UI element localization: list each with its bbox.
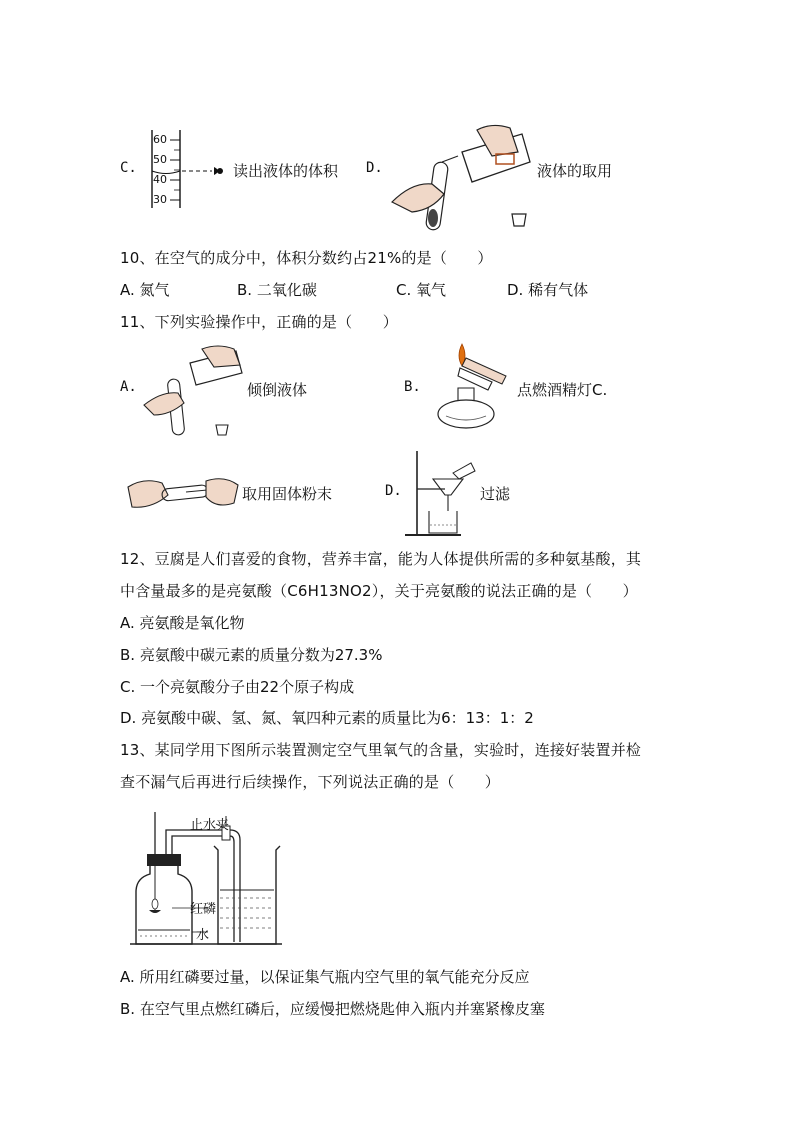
- q11-option-d-letter: D.: [385, 483, 402, 499]
- cylinder-tick-60: 60: [153, 133, 167, 146]
- q9-option-d-letter: D.: [366, 160, 383, 176]
- q11-stem: 11、下列实验操作中，正确的是（ ）: [120, 313, 398, 331]
- q12-stem-line-2: 中含量最多的是亮氨酸（C6H13NO2），关于亮氨酸的说法正确的是（ ）: [120, 582, 638, 600]
- q10-option-c: C. 氧气: [396, 281, 447, 299]
- taking-solid-powder-illustration: [126, 473, 240, 519]
- filtration-setup-illustration: [405, 449, 477, 539]
- q13-stem-line-2: 查不漏气后再进行后续操作，下列说法正确的是（ ）: [120, 773, 501, 791]
- cylinder-scale: [153, 130, 167, 210]
- q11-option-a-letter: A.: [120, 379, 137, 395]
- q11-option-b-text: 点燃酒精灯C.: [517, 381, 608, 399]
- q13-stem-line-1: 13、某同学用下图所示装置测定空气里氧气的含量，实验时，连接好装置并检: [120, 741, 642, 759]
- q9-option-d-text: 液体的取用: [537, 162, 613, 180]
- q10-option-a: A. 氮气: [120, 281, 170, 299]
- pouring-into-test-tube-illustration: [144, 345, 244, 440]
- label-water-clamp: 止水夹: [190, 818, 230, 833]
- q11-option-a-text: 倾倒液体: [247, 381, 308, 399]
- q11-option-c-text: 取用固体粉末: [242, 485, 333, 503]
- q13-option-b: B. 在空气里点燃红磷后，应缓慢把燃烧匙伸入瓶内并塞紧橡皮塞: [120, 1000, 545, 1018]
- q13-option-a: A. 所用红磷要过量，以保证集气瓶内空气里的氧气能充分反应: [120, 968, 530, 986]
- lighting-alcohol-lamp-illustration: [432, 342, 516, 434]
- q12-stem-line-1: 12、豆腐是人们喜爱的食物，营养丰富，能为人体提供所需的多种氨基酸，其: [120, 550, 642, 568]
- q12-option-b: B. 亮氨酸中碳元素的质量分数为27.3%: [120, 646, 383, 664]
- q10-option-d: D. 稀有气体: [507, 281, 589, 299]
- cylinder-tick-40: 40: [153, 173, 167, 186]
- cylinder-tick-50: 50: [153, 153, 167, 166]
- cylinder-tick-30: 30: [153, 193, 167, 206]
- q12-option-d: D. 亮氨酸中碳、氢、氮、氧四种元素的质量比为6：13：1：2: [120, 709, 534, 727]
- q11-option-d-text: 过滤: [480, 485, 511, 503]
- q10-option-b: B. 二氧化碳: [237, 281, 317, 299]
- q10-stem: 10、在空气的成分中，体积分数约占21%的是（ ）: [120, 249, 493, 267]
- label-red-phosphorus: 红磷: [190, 902, 217, 917]
- q9-option-c-text: 读出液体的体积: [233, 162, 339, 180]
- label-water: 水: [196, 928, 210, 943]
- pouring-liquid-illustration: [392, 122, 532, 237]
- q11-option-b-letter: B.: [404, 379, 421, 395]
- oxygen-measurement-apparatus: [130, 812, 290, 952]
- q12-option-a: A. 亮氨酸是氧化物: [120, 614, 245, 632]
- q9-option-c-letter: C.: [120, 160, 137, 176]
- q12-option-c: C. 一个亮氨酸分子由22个原子构成: [120, 678, 355, 696]
